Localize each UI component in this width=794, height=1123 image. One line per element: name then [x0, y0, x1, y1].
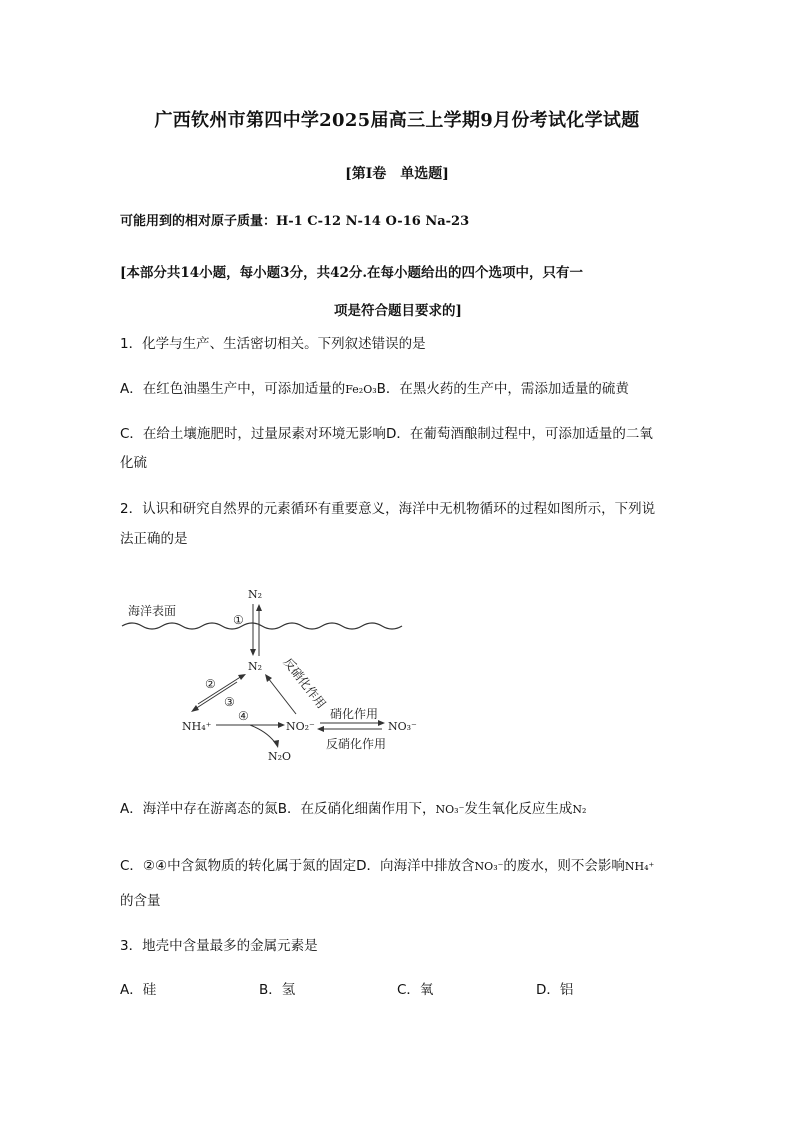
- step-4-label: ④: [238, 709, 249, 723]
- q2-option-d-formula1: NO₃⁻: [474, 860, 504, 873]
- q2-option-a: A．海洋中存在游离态的氮: [120, 801, 278, 817]
- q3-stem: 3．地壳中含量最多的金属元素是: [120, 938, 318, 954]
- nitrogen-cycle-diagram: [120, 582, 420, 772]
- q2-option-b-formula2: N₂: [572, 803, 587, 816]
- q2-option-d-cont: 的含量: [120, 893, 161, 909]
- q1-option-d-cont: 化硫: [120, 455, 147, 471]
- q2-option-b: B．在反硝化细菌作用下，: [277, 801, 436, 817]
- q1-options-ab: [120, 377, 629, 397]
- step-2-label: ②: [205, 677, 216, 691]
- q2-option-c: C．②④中含氮物质的转化属于氮的固定: [120, 858, 357, 874]
- q2-options-cd: [120, 854, 654, 874]
- no2-label: NO₂⁻: [286, 720, 315, 733]
- q2-option-d: D．向海洋中排放含: [356, 858, 475, 874]
- instructions-line1: [本部分共14小题，每小题3分，共42分.在每小题给出的四个选项中，只有一: [120, 265, 584, 281]
- q2-stem-line2: 法正确的是: [120, 531, 188, 547]
- q2-option-d-formula2: NH₄⁺: [624, 860, 655, 873]
- n2-mid-label: N₂: [248, 660, 263, 673]
- nitrification-label: 硝化作用: [330, 707, 379, 721]
- n2-top-label: N₂: [248, 588, 263, 601]
- q3-option-b: B．氢: [259, 982, 296, 998]
- nh4-label: NH₄⁺: [182, 720, 212, 733]
- q2-option-b-formula1: NO₃⁻: [435, 803, 465, 816]
- sea-surface-label: 海洋表面: [128, 604, 177, 618]
- denitrification-label: 反硝化作用: [326, 737, 387, 751]
- no3-label: NO₃⁻: [388, 720, 417, 733]
- denit-diag-label: 反硝化作用: [280, 655, 329, 712]
- q1-options-cd: [120, 422, 653, 442]
- n2o-label: N₂O: [268, 750, 292, 763]
- q2-option-b-mid: 发生氧化反应生成: [464, 801, 573, 817]
- section-label: [第Ⅰ卷 单选题]: [345, 166, 449, 182]
- atomic-masses: 可能用到的相对原子质量：H-1 C-12 N-14 O-16 Na-23: [120, 214, 470, 229]
- q3-option-d: D．铝: [536, 982, 574, 998]
- q3-option-a: A．硅: [120, 982, 157, 998]
- q3-option-c: C．氧: [397, 982, 434, 998]
- instructions: [120, 254, 676, 330]
- q1-option-b: B．在黑火药的生产中，需添加适量的硫黄: [376, 381, 629, 397]
- sea-surface-wave: [122, 623, 402, 629]
- q1-stem: 1．化学与生产、生活密切相关。下列叙述错误的是: [120, 336, 426, 352]
- instructions-line2: 项是符合题目要求的]: [334, 303, 462, 319]
- q2-option-d-mid: 的废水，则不会影响: [503, 858, 625, 874]
- q2-stem-line1: 2．认识和研究自然界的元素循环有重要意义，海洋中无机物循环的过程如图所示，下列说: [120, 501, 656, 517]
- q1-option-c: C．在给土壤施肥时，过量尿素对环境无影响: [120, 426, 386, 442]
- q1-option-d: D．在葡萄酒酿制过程中，可添加适量的二氧: [385, 426, 653, 442]
- step-3-label: ③: [224, 695, 235, 709]
- exam-title: 广西钦州市第四中学2025届高三上学期9月份考试化学试题: [154, 110, 640, 131]
- step-1-label: ①: [233, 613, 244, 627]
- q2-options-ab: [120, 797, 586, 817]
- q1-option-a: A．在红色油墨生产中，可添加适量的: [120, 381, 346, 397]
- q1-option-a-formula: Fe₂O₃: [345, 383, 377, 396]
